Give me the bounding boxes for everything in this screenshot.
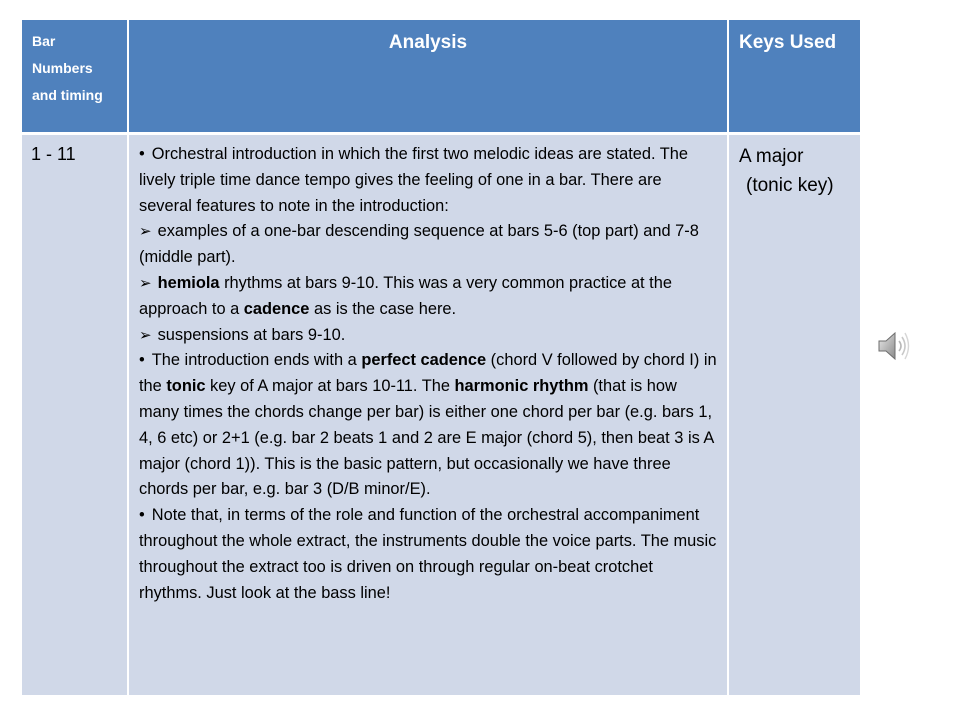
analysis-arrow-item-2 — [139, 271, 719, 323]
arrow-item-text: rhythms at bars 9-10. This was a very common practice at the approach to a — [139, 273, 672, 318]
arrow-bullet-icon: ➢ — [139, 326, 152, 344]
analysis-paragraph-1: • Orchestral introduction in which the first two melodic ideas are stated. The lively triple time dance tempo gives the feeling of one in a bar. There are several features to note in the introduction: — [139, 142, 719, 219]
term-cadence: cadence — [243, 299, 310, 318]
para-text: The introduction ends with a — [151, 351, 362, 370]
para-text: (that is how many times the chords change per bar) is either one chord per bar (e.g. bars 1, 4, 6 etc) or 2+1 (e.g. bar 2 beats 1 and 2 are E major (chord 5), then beat 3 is A major (chord 1)). This is the basic pattern, but occasionally we have three chords per bar, e.g. bar 3 (D/B minor/E). — [139, 377, 714, 499]
speaker-icon[interactable] — [876, 330, 912, 362]
key-secondary: (tonic key) — [746, 175, 834, 196]
key-primary: A major — [739, 146, 804, 167]
analysis-arrow-item-3 — [139, 323, 719, 349]
header-analysis: Analysis — [129, 20, 727, 132]
cell-analysis — [129, 135, 727, 695]
header-bar-numbers: Bar Numbers and timing — [22, 20, 127, 132]
analysis-paragraph-2 — [139, 348, 719, 503]
analysis-arrow-item-1 — [139, 219, 719, 271]
cell-bars: 1 - 11 — [22, 135, 127, 695]
arrow-bullet-icon: ➢ — [139, 223, 152, 241]
arrow-bullet-icon: ➢ — [139, 274, 152, 292]
header-keys-used: Keys Used — [729, 20, 860, 132]
cell-keys — [729, 135, 860, 695]
arrow-item-text: as is the case here. — [309, 299, 457, 318]
analysis-table — [22, 20, 856, 695]
arrow-item-text: suspensions at bars 9-10. — [157, 325, 346, 344]
analysis-paragraph-3: • Note that, in terms of the role and function of the orchestral accompaniment throughout the whole extract, the instruments double the voice parts. The music throughout the extract too is driven on through regular on-beat crotchet rhythms. Just look at the bass line! — [139, 503, 719, 606]
para-text: (chord V followed by chord I) in the — [139, 351, 717, 396]
arrow-item-text: examples of a one-bar descending sequence at bars 5-6 (top part) and 7-8 (middle part). — [139, 222, 699, 267]
para-text: key of A major at bars 10-11. The — [205, 377, 455, 396]
term-harmonic-rhythm: harmonic rhythm — [454, 377, 589, 396]
term-perfect-cadence: perfect cadence — [361, 351, 487, 370]
term-tonic: tonic — [166, 377, 206, 396]
term-hemiola: hemiola — [157, 273, 220, 292]
